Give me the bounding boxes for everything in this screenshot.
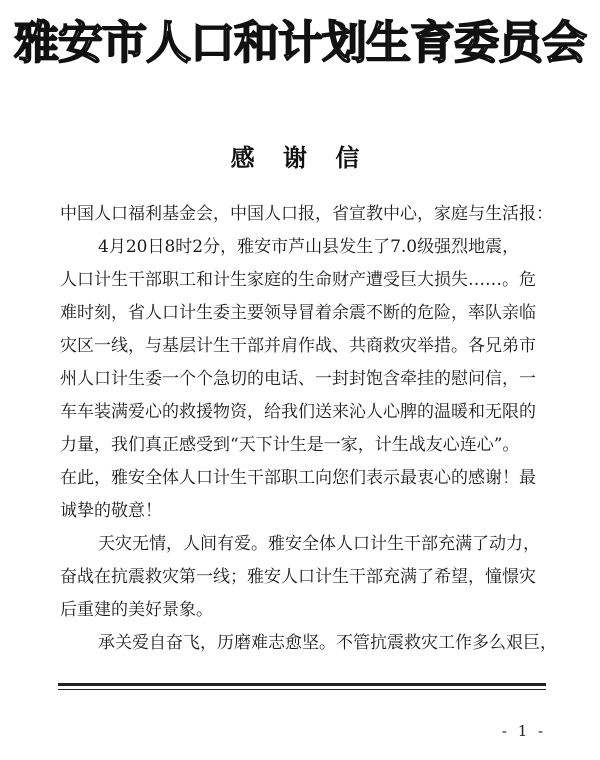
paragraph-line: 4月20日8时2分，雅安市芦山县发生了7.0级强烈地震，: [98, 237, 520, 257]
paragraph-line: 州人口计生委一个个急切的电话、一封封饱含牵挂的慰问信，一: [60, 369, 536, 389]
paragraph-line: 车车装满爱心的救援物资，给我们送来沁人心脾的温暖和无限的: [60, 402, 536, 422]
paragraph-line: 后重建的美好景象。: [60, 600, 213, 620]
paragraph-line: 难时刻，省人口计生委主要领导冒着余震不断的危险，率队亲临: [60, 303, 536, 323]
paragraph-line: 奋战在抗震救灾第一线；雅安人口计生干部充满了希望，憧憬灾: [60, 567, 536, 587]
paragraph-line: 承关爱自奋飞，历磨难志愈坚。不管抗震救灾工作多么艰巨，: [98, 633, 557, 653]
letterhead: 雅安市人口和计划生育委员会: [13, 16, 586, 69]
paragraph-line: 力量，我们真正感受到“天下计生是一家，计生战友心连心”。: [60, 435, 520, 455]
page-number: - 1 -: [501, 722, 547, 740]
paragraph-line: 人口计生干部职工和计生家庭的生命财产遭受巨大损失……。危: [60, 270, 536, 290]
paragraph-2: [60, 528, 550, 627]
paragraph-line: 灾区一线，与基层计生干部并肩作战、共商救灾举措。各兄弟市: [60, 336, 536, 356]
paragraph-line: 诚挚的敬意！: [60, 501, 162, 521]
footer-rule-thin: [58, 689, 546, 690]
footer-rule-thick: [58, 683, 546, 686]
paragraph-3: [60, 627, 557, 660]
paragraph-1: [60, 231, 550, 528]
salutation: 中国人口福利基金会，中国人口报，省宣教中心，家庭与生活报：: [60, 204, 553, 224]
paragraph-line: 在此，雅安全体人口计生干部职工向您们表示最衷心的感谢！最: [60, 468, 536, 488]
document-title: 感 谢 信: [230, 144, 370, 172]
paragraph-line: 天灾无情，人间有爱。雅安全体人口计生干部充满了动力，: [98, 534, 540, 554]
letter-body: [60, 198, 557, 660]
